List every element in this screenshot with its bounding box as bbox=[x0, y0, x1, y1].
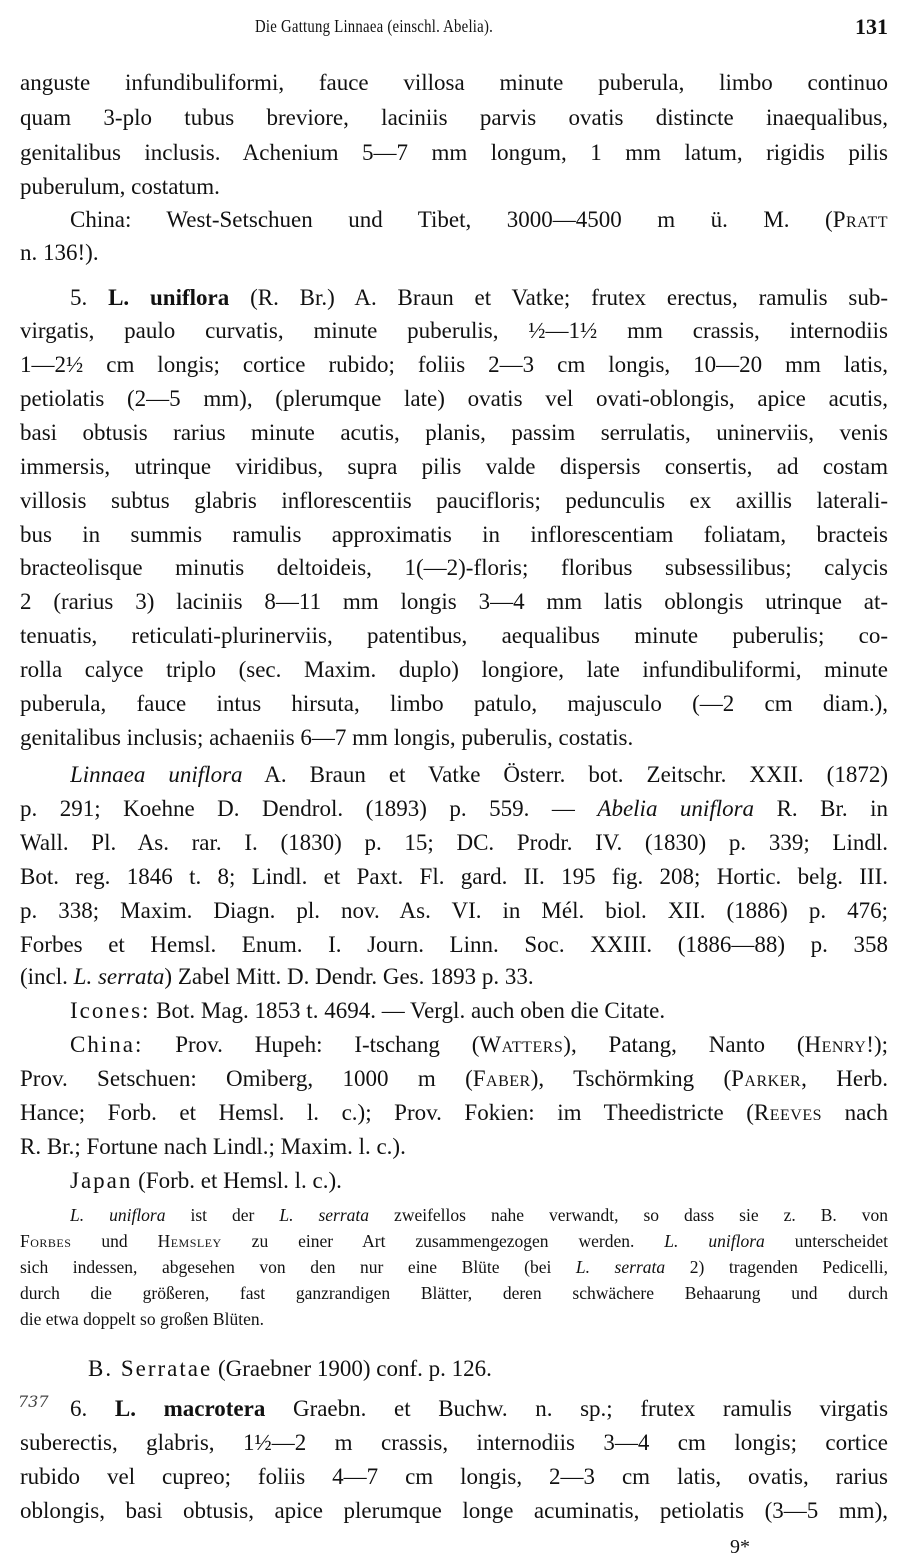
species-heading-line: 6. L. macrotera Graebn. et Buchw. n. sp.; frutex ramulis virgatis bbox=[70, 1396, 888, 1421]
note-line: sich indessen, abgesehen von den nur eine Blüte (bei L. serrata 2) tragenden Pedicelli, bbox=[20, 1257, 888, 1277]
signature-mark: 9* bbox=[730, 1536, 750, 1558]
distribution-line: Prov. Setschuen: Omiberg, 1000 m (Faber), Tschörmking (Parker, Herb. bbox=[20, 1066, 888, 1091]
synonymy-line: (incl. L. serrata) Zabel Mitt. D. Dendr. Ges. 1893 p. 33. bbox=[20, 964, 534, 989]
distribution-china-line: China: West-Setschuen und Tibet, 3000—4500 m ü. M. (Pratt bbox=[70, 207, 888, 232]
page-number: 131 bbox=[855, 14, 888, 39]
text-line: oblongis, basi obtusis, apice plerumque longe acuminatis, petiolatis (3—5 mm), bbox=[20, 1498, 888, 1523]
distribution-japan-line: Japan (Forb. et Hemsl. l. c.). bbox=[70, 1168, 342, 1193]
note-line: L. uniflora ist der L. serrata zweifellos nahe verwandt, so dass sie z. B. von bbox=[70, 1205, 888, 1225]
text-line: bus in summis ramulis approximatis in inflorescentiam foliatam, bracteis bbox=[20, 522, 888, 547]
text-line: 1—2½ cm longis; cortice rubido; foliis 2—3 cm longis, 10—20 mm latis, bbox=[20, 352, 888, 377]
section-heading: B. Serratae (Graebner 1900) conf. p. 126. bbox=[88, 1356, 492, 1381]
running-head bbox=[0, 12, 900, 42]
note-line: die etwa doppelt so großen Blüten. bbox=[20, 1309, 264, 1329]
synonymy-line: Bot. reg. 1846 t. 8; Lindl. et Paxt. Fl. gard. II. 195 fig. 208; Hortic. belg. III. bbox=[20, 864, 888, 889]
species-heading-line: 5. L. uniflora (R. Br.) A. Braun et Vatke; frutex erectus, ramulis sub- bbox=[70, 285, 888, 310]
synonymy-line: p. 338; Maxim. Diagn. pl. nov. As. VI. in Mél. biol. XII. (1886) p. 476; bbox=[20, 898, 888, 923]
synonymy-line: Linnaea uniflora A. Braun et Vatke Österr. bot. Zeitschr. XXII. (1872) bbox=[70, 762, 888, 787]
text-line: 2 (rarius 3) laciniis 8—11 mm longis 3—4 mm latis oblongis utrinque at- bbox=[20, 589, 888, 614]
handwritten-margin-annotation: 737 bbox=[18, 1392, 49, 1411]
text-line: puberula, fauce intus hirsuta, limbo patulo, majusculo (—2 cm diam.), bbox=[20, 691, 888, 716]
synonymy-line: Forbes et Hemsl. Enum. I. Journ. Linn. Soc. XXIII. (1886—88) p. 358 bbox=[20, 932, 888, 957]
text-line: rubido vel cupreo; foliis 4—7 cm longis, 2—3 cm latis, ovatis, rarius bbox=[20, 1464, 888, 1489]
synonymy-line: p. 291; Koehne D. Dendrol. (1893) p. 559. — Abelia uniflora R. Br. in bbox=[20, 796, 888, 821]
text-line: n. 136!). bbox=[20, 240, 99, 265]
icones-line: Icones: Bot. Mag. 1853 t. 4694. — Vergl. auch oben die Citate. bbox=[70, 998, 666, 1023]
text-line: genitalibus inclusis; achaeniis 6—7 mm longis, puberulis, costatis. bbox=[20, 725, 634, 750]
collector-name: Pratt bbox=[832, 207, 888, 232]
text-line: basi obtusis rarius minute acutis, planis, passim serrulatis, uninerviis, venis bbox=[20, 420, 888, 445]
species-name: L. macrotera bbox=[114, 1396, 266, 1421]
text-line: rolla calyce triplo (sec. Maxim. duplo) longiore, late infundibuliformi, minute bbox=[20, 657, 888, 682]
text-line: petiolatis (2—5 mm), (plerumque late) ovatis vel ovati-oblongis, apice acutis, bbox=[20, 386, 888, 411]
running-title: Die Gattung Linnaea (einschl. Abelia). bbox=[255, 16, 494, 36]
text-line: villosis subtus glabris inflorescentiis paucifloris; pedunculis ex axillis laterali- bbox=[20, 488, 888, 513]
note-line: durch die größeren, fast ganzrandigen Blätter, deren schwächere Behaarung und durch bbox=[20, 1283, 888, 1303]
text-line: genitalibus inclusis. Achenium 5—7 mm longum, 1 mm latum, rigidis pilis bbox=[20, 140, 888, 165]
text-line: anguste infundibuliformi, fauce villosa minute puberula, limbo continuo bbox=[20, 70, 888, 95]
text-line: puberulum, costatum. bbox=[20, 174, 220, 199]
distribution-line: Hance; Forb. et Hemsl. l. c.); Prov. Fokien: im Theedistricte (Reeves nach bbox=[20, 1100, 888, 1125]
distribution-china-line: China: Prov. Hupeh: I-tschang (Watters), Patang, Nanto (Henry!); bbox=[70, 1032, 888, 1057]
note-line: Forbes und Hemsley zu einer Art zusammengezogen werden. L. uniflora unterscheidet bbox=[20, 1231, 888, 1251]
icones-label: Icones: bbox=[70, 998, 151, 1023]
text-line: bracteolisque minutis deltoideis, 1(—2)-floris; floribus subsessilibus; calycis bbox=[20, 555, 888, 580]
text-line: immersis, utrinque viridibus, supra pilis valde dispersis consertis, ad costam bbox=[20, 454, 888, 479]
synonymy-line: Wall. Pl. As. rar. I. (1830) p. 15; DC. Prodr. IV. (1830) p. 339; Lindl. bbox=[20, 830, 888, 855]
distribution-line: R. Br.; Fortune nach Lindl.; Maxim. l. c.). bbox=[20, 1134, 406, 1159]
species-name: L. uniflora bbox=[108, 285, 230, 310]
text-line: quam 3-plo tubus breviore, laciniis parvis ovatis distincte inaequalibus, bbox=[20, 105, 888, 130]
text-line: suberectis, glabris, 1½—2 m crassis, internodiis 3—4 cm longis; cortice bbox=[20, 1430, 888, 1455]
text-line: tenuatis, reticulati-plurinerviis, patentibus, aequalibus minute puberulis; co- bbox=[20, 623, 888, 648]
text-line: virgatis, paulo curvatis, minute puberulis, ½—1½ mm crassis, internodiis bbox=[20, 318, 888, 343]
